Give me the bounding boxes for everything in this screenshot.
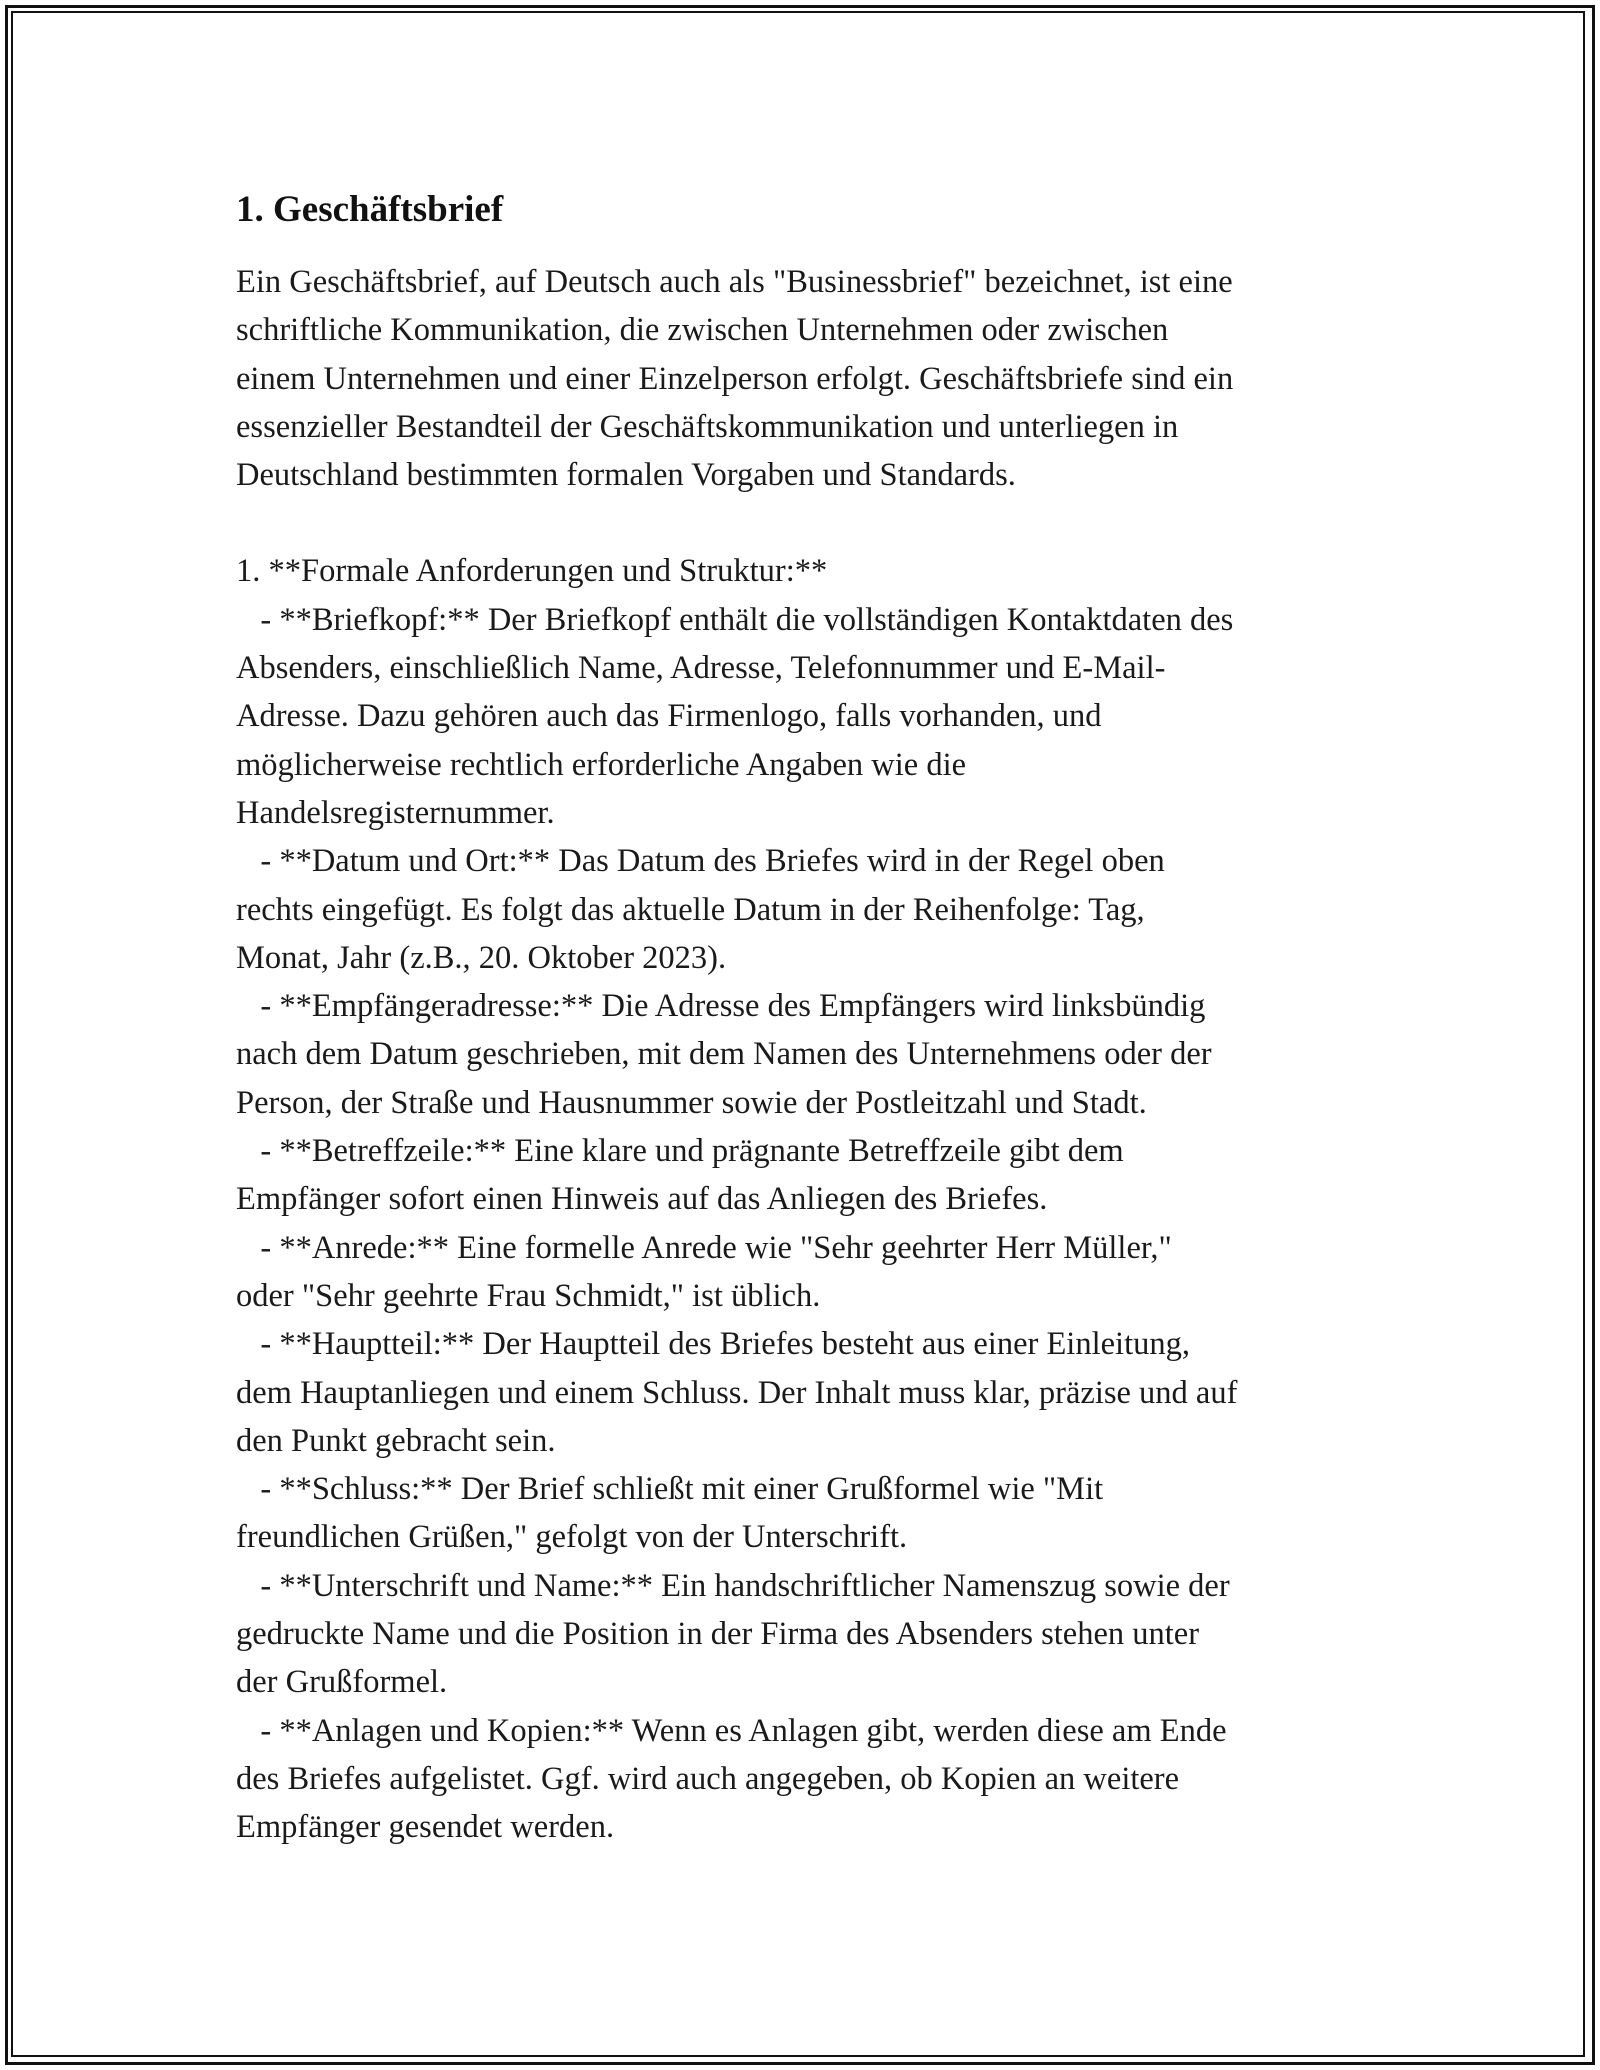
list-item-line: - **Schluss:** Der Brief schließt mit einer Grußformel wie "Mit bbox=[236, 1471, 1104, 1508]
list-item-line: - **Empfängeradresse:** Die Adresse des Empfängers wird linksbündig bbox=[236, 988, 1206, 1025]
list-item-line: Absenders, einschließlich Name, Adresse, Telefonnummer und E-Mail- bbox=[236, 650, 1166, 687]
document-title: 1. Geschäftsbrief bbox=[236, 189, 504, 230]
list-item-line: rechts eingefügt. Es folgt das aktuelle Datum in der Reihenfolge: Tag, bbox=[236, 891, 1145, 928]
list-item-line: - **Anlagen und Kopien:** Wenn es Anlagen gibt, werden diese am Ende bbox=[236, 1712, 1227, 1749]
list-item-line: - **Betreffzeile:** Eine klare und prägnante Betreffzeile gibt dem bbox=[236, 1133, 1124, 1170]
list-item-line: der Grußformel. bbox=[236, 1664, 448, 1701]
requirements-list bbox=[236, 547, 1386, 1851]
list-item-line: den Punkt gebracht sein. bbox=[236, 1422, 556, 1459]
list-item-line: - **Hauptteil:** Der Hauptteil des Briefes besteht aus einer Einleitung, bbox=[236, 1326, 1190, 1363]
list-item-line: freundlichen Grüßen," gefolgt von der Unterschrift. bbox=[236, 1519, 908, 1556]
list-item-line: dem Hauptanliegen und einem Schluss. Der Inhalt muss klar, präzise und auf bbox=[236, 1374, 1238, 1411]
list-item-line: Empfänger sofort einen Hinweis auf das Anliegen des Briefes. bbox=[236, 1181, 1048, 1218]
list-item-line: gedruckte Name und die Position in der Firma des Absenders stehen unter bbox=[236, 1616, 1200, 1653]
list-item-line: - **Datum und Ort:** Das Datum des Briefes wird in der Regel oben bbox=[236, 843, 1165, 880]
list-item-line: Person, der Straße und Hausnummer sowie der Postleitzahl und Stadt. bbox=[236, 1084, 1147, 1121]
intro-line: essenzieller Bestandteil der Geschäftskommunikation und unterliegen in bbox=[236, 408, 1179, 445]
list-item-line: des Briefes aufgelistet. Ggf. wird auch angegeben, ob Kopien an weitere bbox=[236, 1760, 1180, 1797]
list-item-line: Monat, Jahr (z.B., 20. Oktober 2023). bbox=[236, 939, 727, 976]
paragraph-gap bbox=[236, 499, 1386, 547]
list-item-line: - **Briefkopf:** Der Briefkopf enthält die vollständigen Kontaktdaten des bbox=[236, 601, 1234, 638]
list-item-line: - **Anrede:** Eine formelle Anrede wie "Sehr geehrter Herr Müller," bbox=[236, 1229, 1172, 1266]
list-item-line: Empfänger gesendet werden. bbox=[236, 1809, 615, 1846]
intro-line: Ein Geschäftsbrief, auf Deutsch auch als "Businessbrief" bezeichnet, ist eine bbox=[236, 264, 1233, 300]
intro-line: schriftliche Kommunikation, die zwischen Unternehmen oder zwischen bbox=[236, 312, 1169, 349]
document-body bbox=[236, 184, 1386, 1852]
list-item-line: Adresse. Dazu gehören auch das Firmenlogo, falls vorhanden, und bbox=[236, 698, 1102, 735]
list-item-line: oder "Sehr geehrte Frau Schmidt," ist üblich. bbox=[236, 1277, 821, 1314]
intro-paragraph bbox=[236, 258, 1386, 499]
list-item-line: Handelsregisternummer. bbox=[236, 794, 555, 831]
list-item-line: - **Unterschrift und Name:** Ein handschriftlicher Namenszug sowie der bbox=[236, 1567, 1230, 1604]
list-item-line: nach dem Datum geschrieben, mit dem Namen des Unternehmens oder der bbox=[236, 1036, 1212, 1073]
list-heading: 1. **Formale Anforderungen und Struktur:** bbox=[236, 553, 828, 590]
intro-line: Deutschland bestimmten formalen Vorgaben und Standards. bbox=[236, 457, 1016, 494]
list-item-line: möglicherweise rechtlich erforderliche Angaben wie die bbox=[236, 746, 967, 783]
intro-line: einem Unternehmen und einer Einzelperson erfolgt. Geschäftsbriefe sind ein bbox=[236, 360, 1234, 397]
